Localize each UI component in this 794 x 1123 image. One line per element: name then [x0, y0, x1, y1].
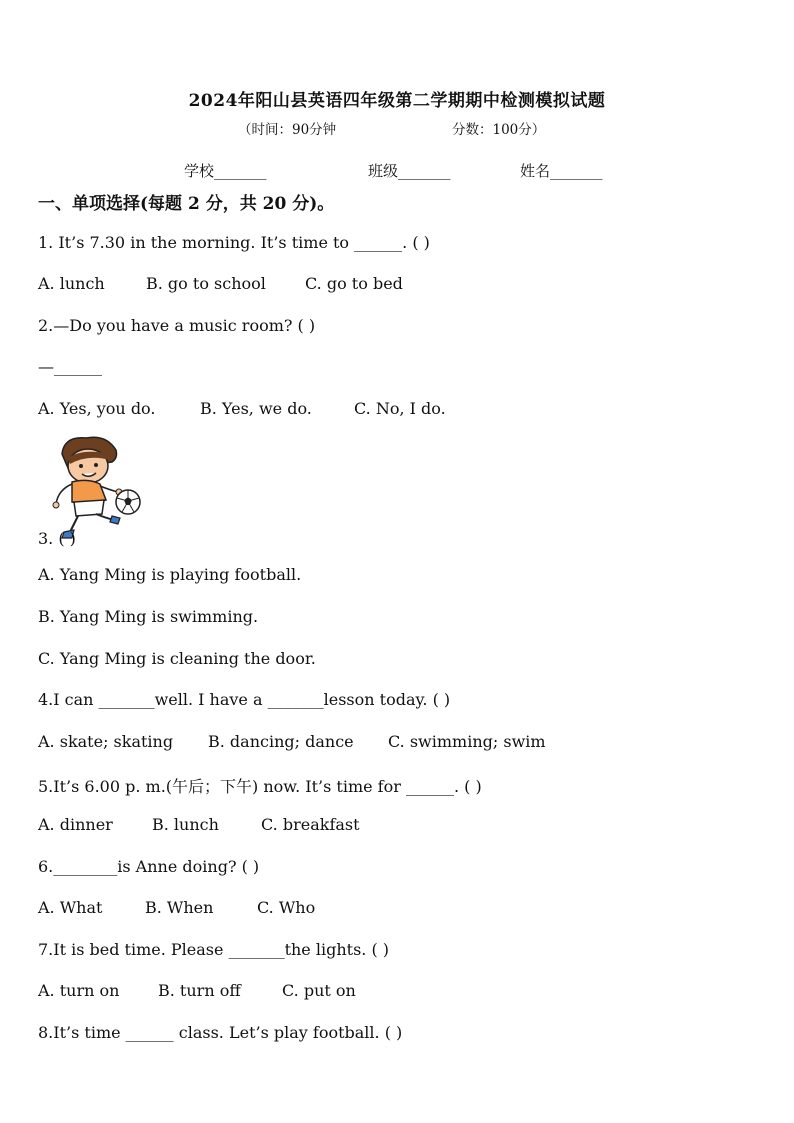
- option[interactable]: A. Yes, you do.: [38, 399, 156, 418]
- question-2-stem: 2.—Do you have a music room? ( ): [38, 316, 316, 335]
- option[interactable]: C. No, I do.: [354, 399, 446, 418]
- question-7-stem: 7.It is bed time. Please _______the lights. ( ): [38, 940, 390, 959]
- option[interactable]: C. put on: [282, 981, 356, 1000]
- question-5-options: [38, 815, 360, 834]
- page-title: 2024年阳山县英语四年级第二学期期中检测模拟试题: [188, 91, 606, 111]
- option[interactable]: B. lunch: [152, 815, 219, 834]
- section-heading: 一、单项选择(每题 2 分，共 20 分)。: [38, 194, 335, 214]
- option[interactable]: A. What: [38, 898, 103, 917]
- question-6-options: [38, 898, 315, 917]
- name-field[interactable]: 姓名_______: [520, 162, 603, 180]
- option[interactable]: B. When: [145, 898, 214, 917]
- exam-time: （时间：90分钟: [238, 122, 337, 138]
- option[interactable]: B. turn off: [158, 981, 241, 1000]
- option[interactable]: B. Yes, we do.: [200, 399, 312, 418]
- question-7-options: [38, 981, 356, 1000]
- option[interactable]: C. go to bed: [305, 274, 403, 293]
- question-3-option-a[interactable]: A. Yang Ming is playing football.: [38, 565, 302, 584]
- option[interactable]: C. breakfast: [261, 815, 360, 834]
- option[interactable]: C. swimming; swim: [388, 732, 546, 751]
- option[interactable]: A. dinner: [38, 815, 113, 834]
- question-8-stem: 8.It’s time ______ class. Let’s play football. ( ): [38, 1023, 403, 1042]
- question-1-options: [38, 274, 403, 293]
- class-field[interactable]: 班级_______: [368, 162, 451, 180]
- question-1-stem: 1. It’s 7.30 in the morning. It’s time to ______. ( ): [38, 233, 430, 252]
- question-6-stem: 6.________is Anne doing? ( ): [38, 857, 260, 876]
- option[interactable]: A. turn on: [38, 981, 120, 1000]
- question-2-answer-line[interactable]: —______: [38, 357, 102, 376]
- question-3-stem: 3. ( ): [38, 529, 76, 548]
- question-4-stem: 4.I can _______well. I have a _______lesson today. ( ): [38, 690, 451, 709]
- exam-score: 分数：100分）: [452, 122, 546, 138]
- school-field[interactable]: 学校_______: [184, 162, 267, 180]
- option[interactable]: A. lunch: [38, 274, 105, 293]
- option[interactable]: B. dancing; dance: [208, 732, 354, 751]
- question-3-option-b[interactable]: B. Yang Ming is swimming.: [38, 607, 259, 626]
- question-4-options: [38, 732, 546, 751]
- boy-kicking-football-image: [48, 432, 148, 542]
- option[interactable]: B. go to school: [146, 274, 266, 293]
- question-2-options: [38, 399, 446, 418]
- question-3-option-c[interactable]: C. Yang Ming is cleaning the door.: [38, 649, 316, 668]
- question-5-stem: 5.It’s 6.00 p. m.(午后；下午) now. It’s time for ______. ( ): [38, 777, 482, 796]
- option[interactable]: A. skate; skating: [38, 732, 174, 751]
- option[interactable]: C. Who: [257, 898, 316, 917]
